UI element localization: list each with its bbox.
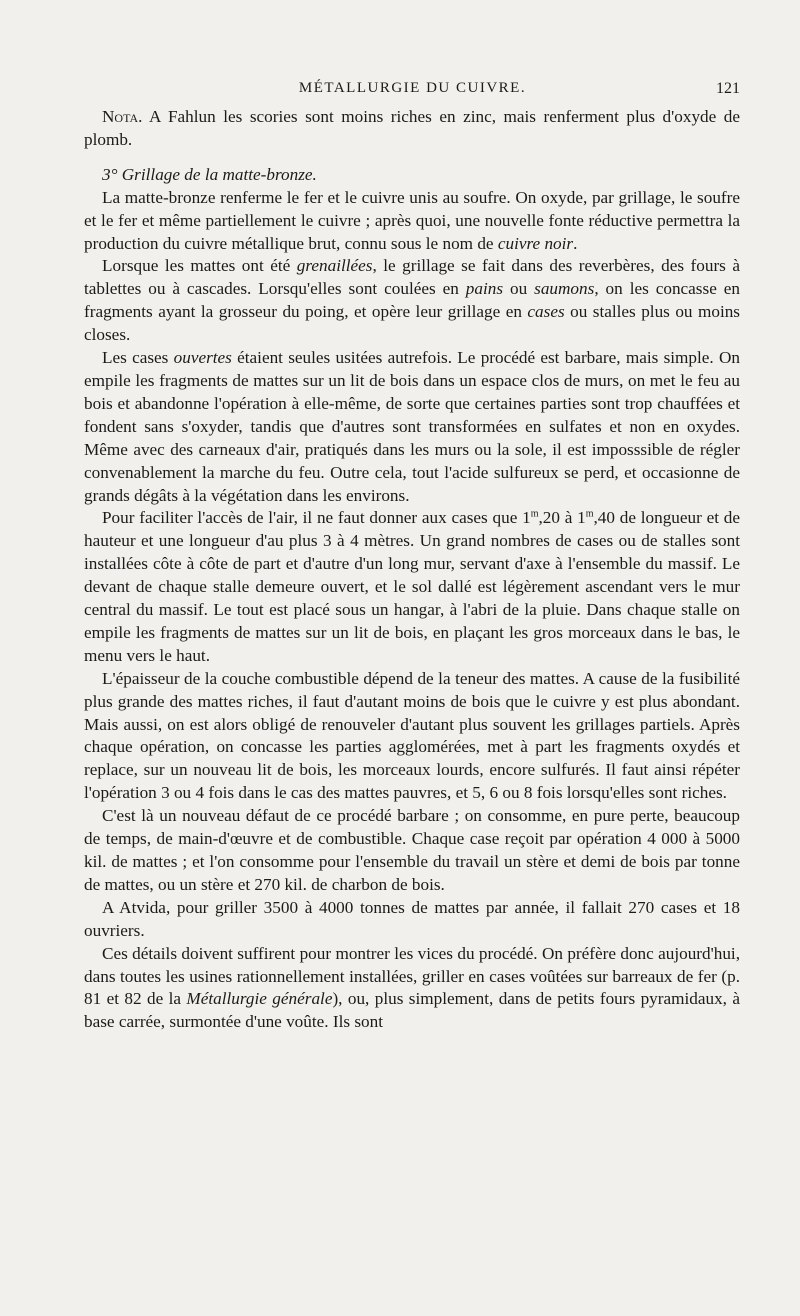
page-number: 121 [716,80,740,97]
section-heading [84,164,740,187]
paragraph-2: Lorsque les mattes ont été grenaillées, le grillage se fait dans des reverbères, des fours à tablettes ou à cascades. Lorsqu'elles sont coulées en pains ou saumons, on les concasse en fragments ayant la grosseur du poing, et opère leur grillage en cases ou stalles plus ou moins closes. [84,256,740,345]
body-text [84,106,740,1034]
paragraph-7: A Atvida, pour griller 3500 à 4000 tonnes de mattes par année, il fallait 270 cases et 18 ouvriers. [84,897,740,940]
running-head [85,80,740,102]
section-title: Grillage de la matte-bronze. [121,164,317,184]
running-title: MÉTALLURGIE DU CUIVRE. [298,80,527,96]
paragraph-1: La matte-bronze renferme le fer et le cuivre unis au soufre. On oxyde, par grillage, le soufre et le fer et même partiellement le cuivre ; après quoi, une nouvelle fonte réductive permettra la production du cuivre métallique brut, connu sous le nom de cuivre noir. [84,187,740,253]
nota-paragraph: Nota. A Fahlun les scories sont moins riches en zinc, mais renferment plus d'oxyde de plomb. [84,107,740,149]
paragraph-6: C'est là un nouveau défaut de ce procédé barbare ; on consomme, en pure perte, beaucoup de temps, de main-d'œuvre et de combustible. Chaque case reçoit par opération 4 000 à 5000 kil. de mattes ; et l'on consomme pour l'ensemble du travail un stère et demi de bois par tonne de mattes, ou un stère et 270 kil. de charbon de bois. [84,806,740,894]
paragraph-4: Pour faciliter l'accès de l'air, il ne faut donner aux cases que 1$^m$,20 à 1$^m$,40 de longueur et de hauteur et une longueur d'au plus 3 à 4 mètres. Un grand nombres de cases ou de stalles sont installées côte à côte de part et d'autre d'un long mur, servant d'axe à l'ensemble du massif. Le devant de chaque stalle demeure ouvert, et le sol dallé est légèrement ascendant vers le mur central du massif. Le tout est placé sous un hangar, à l'abri de la pluie. Dans chaque stalle on empile les fragments de mattes sur un lit de bois, en plaçant les gros morceaux dans le bas, le menu vers le haut. [84,508,740,665]
paragraph-3: Les cases ouvertes étaient seules usitées autrefois. Le procédé est barbare, mais simple. On empile les fragments de mattes sur un lit de bois dans un espace clos de murs, on met le feu au bois et abandonne l'opération à elle-même, de sorte que certaines parties sont trop chauffées et fondent sans s'oxyder, tandis que d'autres sont transformées en sulfates et non en oxydes. Même avec des carneaux d'air, pratiqués dans les murs ou la sole, il est imposssible de régler convenablement la marche du feu. Outre cela, tout l'acide sulfureux se perd, et occasionne de grands dégâts à la végétation dans les environs. [84,348,740,505]
section-number: 3° [102,164,118,184]
nota-label: Nota. [102,107,143,126]
paragraph-5: L'épaisseur de la couche combustible dépend de la teneur des mattes. A cause de la fusibilité plus grande des mattes riches, il faut d'autant moins de bois que le cuivre y est plus abondant. Mais aussi, on est alors obligé de renouveler d'autant plus souvent les grillages partiels. Après chaque opération, on concasse les parties agglomérées, met à part les fragments oxydés et replace, sur un nouveau lit de bois, les morceaux lourds, encore sulfurés. Il faut ainsi répéter l'opération 3 ou 4 fois dans le cas des mattes pauvres, et 5, 6 ou 8 fois lorsqu'elles sont riches. [84,668,740,803]
paragraph-8: Ces détails doivent suffirent pour montrer les vices du procédé. On préfère donc aujourd'hui, dans toutes les usines rationnellement installées, griller en cases voûtées sur barreaux de fer (p. 81 et 82 de la Métallurgie générale), ou, plus simplement, dans de petits fours pyramidaux, à base carrée, surmontée d'une voûte. Ils sont [84,943,741,1032]
